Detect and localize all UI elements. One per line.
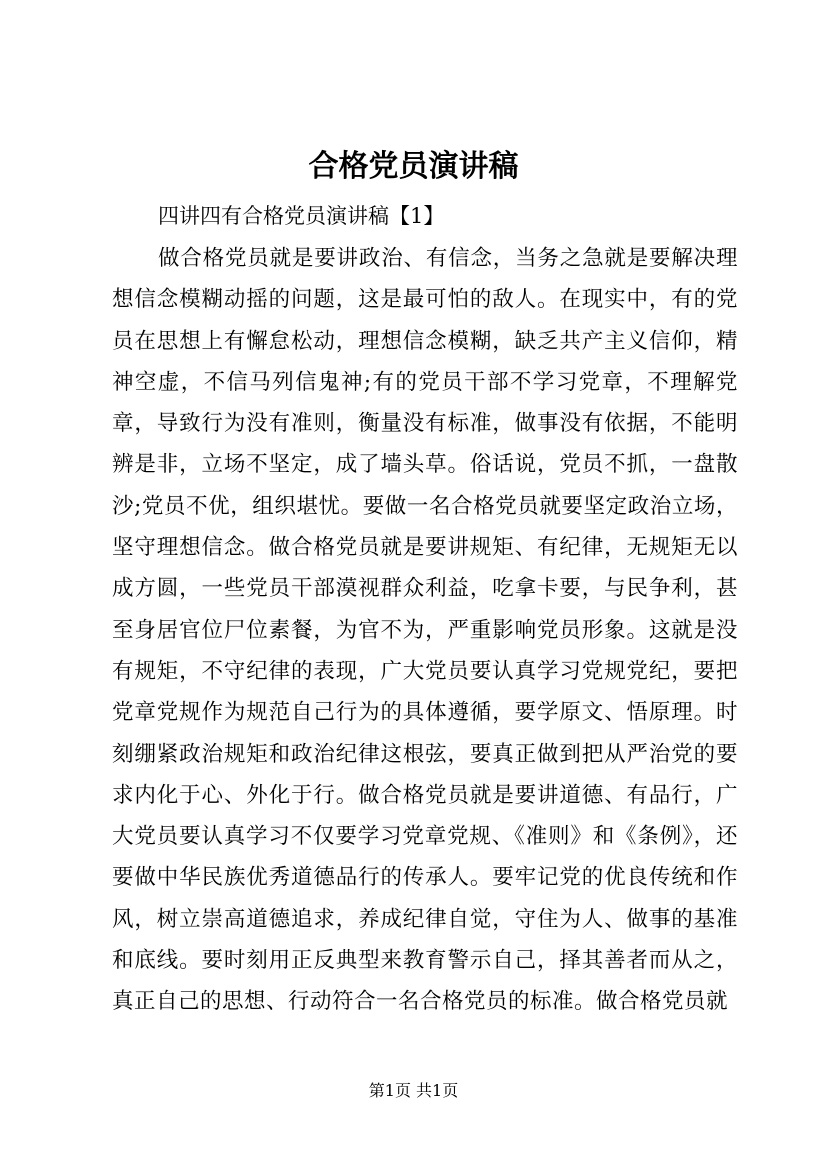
page-footer: 第1页 共1页: [368, 1081, 459, 1100]
document-title: 合格党员演讲稿: [308, 149, 519, 184]
body-paragraph: 做合格党员就是要讲政治、有信念，当务之急就是要解决理想信念模糊动摇的问题，这是最可怕的敌人。在现实中，有的党员在思想上有懈怠松动，理想信念模糊，缺乏共产主义信仰，精神空虚，不信马列信鬼神;有的党员干部不学习党章，不理解党章，导致行为没有准则，衡量没有标准，做事没有依据，不能明辨是非，立场不坚定，成了墙头草。俗话说，党员不抓，一盘散沙;党员不优，组织堪忧。要做一名合格党员就要坚定政治立场，坚守理想信念。做合格党员就是要讲规矩、有纪律，无规矩无以成方圆，一些党员干部漠视群众利益，吃拿卡要，与民争利，甚至身居官位尸位素餐，为官不为，严重影响党员形象。这就是没有规矩，不守纪律的表现，广大党员要认真学习党规党纪，要把党章党规作为规范自己行为的具体遵循，要学原文、悟原理。时刻绷紧政治规矩和政治纪律这根弦，要真正做到把从严治党的要求内化于心、外化于行。做合格党员就是要讲道德、有品行，广大党员要认真学习不仅要学习党章党规、《准则》和《条例》，还要做中华民族优秀道德品行的传承人。要牢记党的优良传统和作风，树立崇高道德追求，养成纪律自觉，守住为人、做事的基准和底线。要时刻用正反典型来教育警示自己，择其善者而从之，真正自己的思想、行动符合一名合格党员的标准。做合格党员就: [112, 246, 738, 1015]
document-subtitle: 四讲四有合格党员演讲稿【1】: [158, 204, 445, 228]
